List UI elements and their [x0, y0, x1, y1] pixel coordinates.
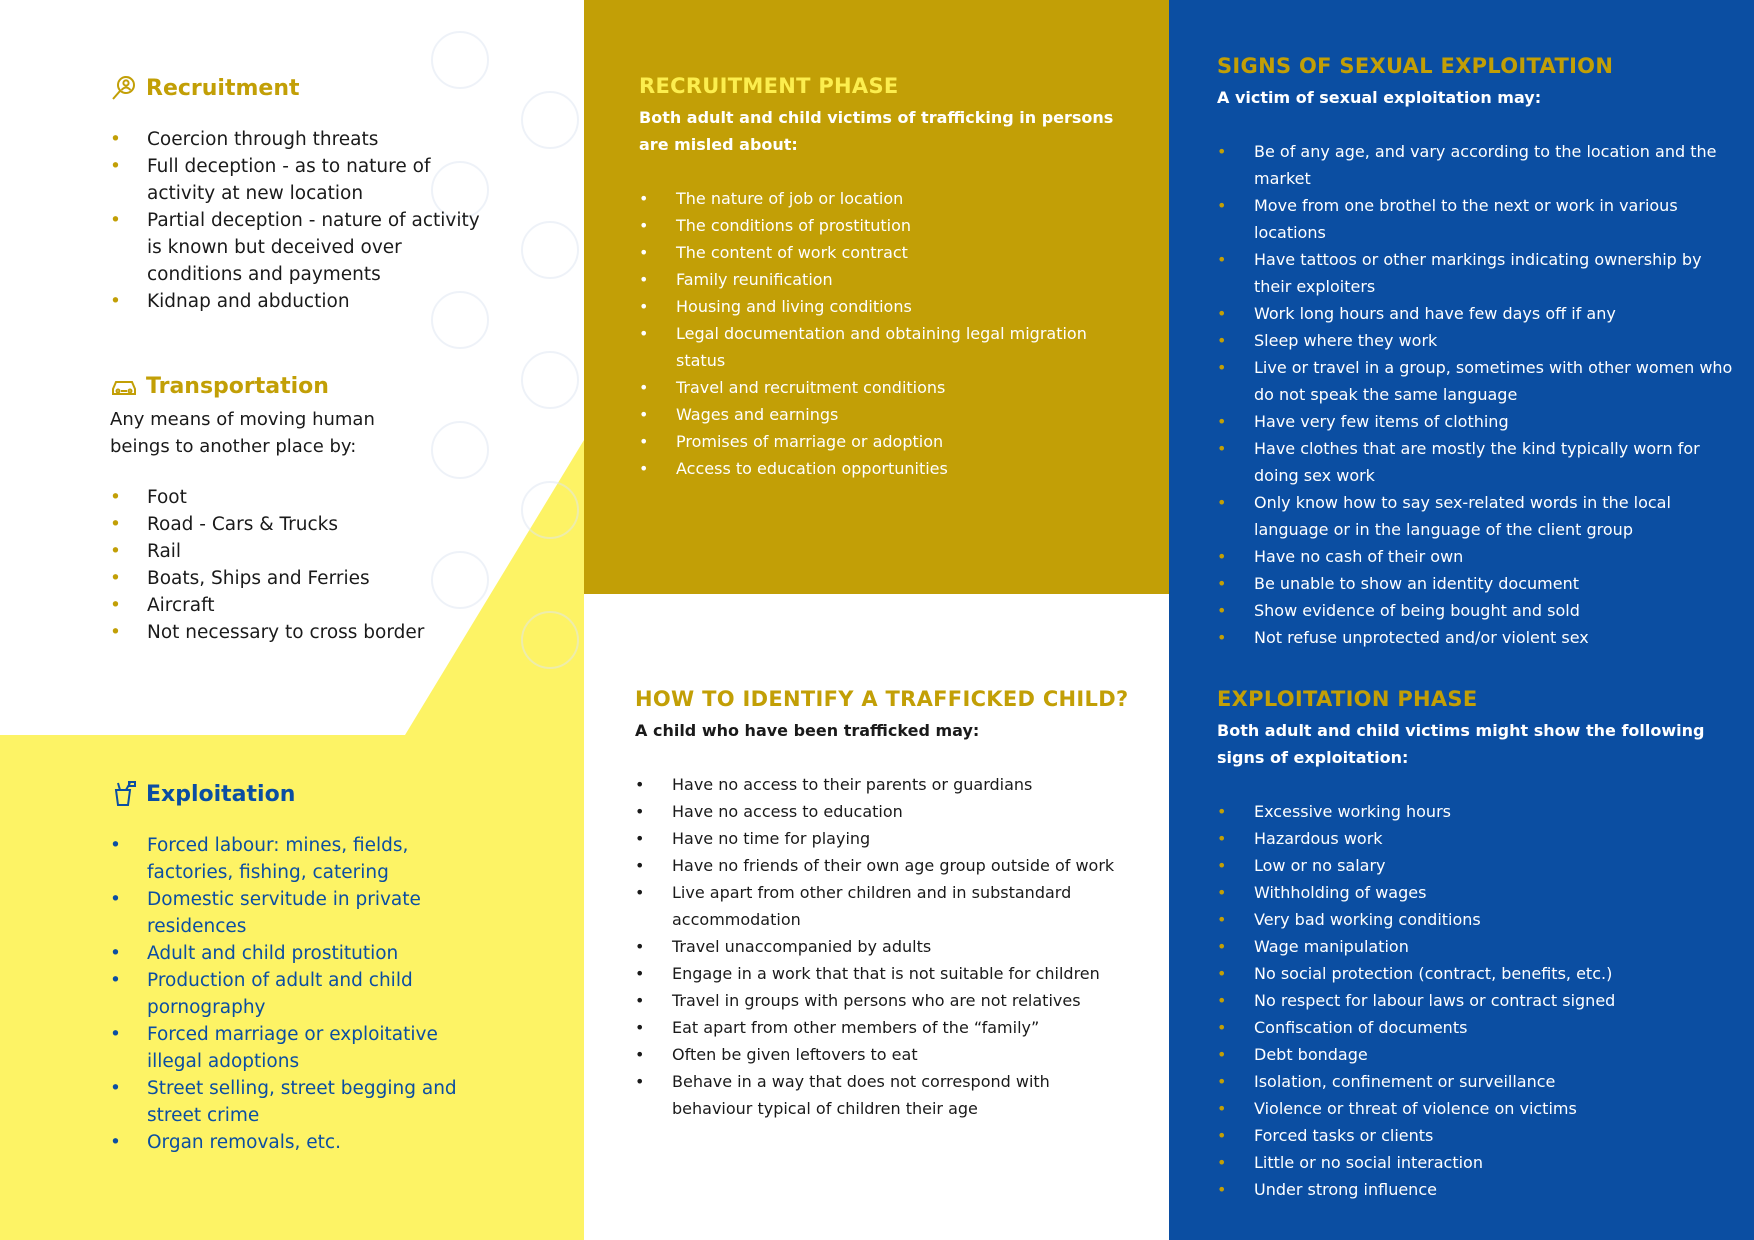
recruitment-phase-title: RECRUITMENT PHASE — [639, 74, 899, 98]
recruitment-section — [110, 74, 490, 315]
list-item: • Street selling, street begging and street crime — [110, 1075, 470, 1129]
recruitment-phase-section — [639, 74, 1129, 482]
list-item: • Forced labour: mines, fields, factories, fishing, catering — [110, 832, 470, 886]
list-item: • Full deception - as to nature of activity at new location — [110, 153, 490, 207]
list-item: • Not refuse unprotected and/or violent sex — [1217, 624, 1739, 651]
transportation-intro: Any means of moving human beings to another place by: — [110, 409, 375, 457]
exploitation-title: Exploitation — [146, 781, 296, 807]
exploitation-phase-subtitle: Both adult and child victims might show the following signs of exploitation: — [1217, 721, 1705, 767]
list-item: • Domestic servitude in private residences — [110, 886, 470, 940]
list-item: • The content of work contract — [639, 239, 1129, 266]
transportation-title: Transportation — [146, 373, 329, 399]
identify-child-title: HOW TO IDENTIFY A TRAFFICKED CHILD? — [635, 687, 1129, 711]
list-item: • Confiscation of documents — [1217, 1014, 1739, 1041]
list-item: • Debt bondage — [1217, 1041, 1739, 1068]
list-item: • Rail — [110, 538, 490, 565]
list-item: • Family reunification — [639, 266, 1129, 293]
list-item: • Only know how to say sex-related words in the local language or in the language of the client group — [1217, 489, 1739, 543]
identify-child-list — [635, 771, 1135, 1122]
list-item: • Low or no salary — [1217, 852, 1739, 879]
list-item: • Have tattoos or other markings indicating ownership by their exploiters — [1217, 246, 1739, 300]
transportation-section — [110, 372, 490, 646]
exploitation-phase-list — [1217, 798, 1739, 1203]
list-item: • Legal documentation and obtaining legal migration status — [639, 320, 1129, 374]
list-item: • Show evidence of being bought and sold — [1217, 597, 1739, 624]
list-item: • Wage manipulation — [1217, 933, 1739, 960]
list-item: • Move from one brothel to the next or work in various locations — [1217, 192, 1739, 246]
identify-child-section — [635, 687, 1135, 1122]
list-item: • Travel unaccompanied by adults — [635, 933, 1135, 960]
sexual-exploitation-list — [1217, 138, 1739, 651]
list-item: • The nature of job or location — [639, 185, 1129, 212]
sexual-exploitation-subtitle: A victim of sexual exploitation may: — [1217, 88, 1542, 107]
list-item: • Promises of marriage or adoption — [639, 428, 1129, 455]
recruitment-list — [110, 126, 490, 315]
list-item: • Isolation, confinement or surveillance — [1217, 1068, 1739, 1095]
list-item: • Hazardous work — [1217, 825, 1739, 852]
list-item: • Forced tasks or clients — [1217, 1122, 1739, 1149]
exploitation-phase-section — [1217, 687, 1739, 1203]
list-item: • Be unable to show an identity document — [1217, 570, 1739, 597]
list-item: • Partial deception - nature of activity is known but deceived over conditions and payments — [110, 207, 490, 288]
magnifier-person-icon — [110, 74, 138, 102]
list-item: • Travel in groups with persons who are not relatives — [635, 987, 1135, 1014]
list-item: • The conditions of prostitution — [639, 212, 1129, 239]
list-item: • Have no access to education — [635, 798, 1135, 825]
list-item: • Have very few items of clothing — [1217, 408, 1739, 435]
list-item: • Violence or threat of violence on victims — [1217, 1095, 1739, 1122]
list-item: • Often be given leftovers to eat — [635, 1041, 1135, 1068]
sexual-exploitation-title: SIGNS OF SEXUAL EXPLOITATION — [1217, 54, 1614, 78]
list-item: • Travel and recruitment conditions — [639, 374, 1129, 401]
list-item: • Under strong influence — [1217, 1176, 1739, 1203]
list-item: • Excessive working hours — [1217, 798, 1739, 825]
transportation-list — [110, 484, 490, 646]
list-item: • No social protection (contract, benefits, etc.) — [1217, 960, 1739, 987]
sexual-exploitation-section — [1217, 54, 1739, 651]
list-item: • Forced marriage or exploitative illegal adoptions — [110, 1021, 470, 1075]
list-item: • Have no time for playing — [635, 825, 1135, 852]
list-item: • Wages and earnings — [639, 401, 1129, 428]
middle-panel — [584, 0, 1169, 1240]
recruitment-phase-list — [639, 185, 1129, 482]
list-item: • No respect for labour laws or contract signed — [1217, 987, 1739, 1014]
list-item: • Adult and child prostitution — [110, 940, 470, 967]
list-item: • Not necessary to cross border — [110, 619, 490, 646]
list-item: • Be of any age, and vary according to the location and the market — [1217, 138, 1739, 192]
list-item: • Withholding of wages — [1217, 879, 1739, 906]
list-item: • Aircraft — [110, 592, 490, 619]
list-item: • Little or no social interaction — [1217, 1149, 1739, 1176]
list-item: • Road - Cars & Trucks — [110, 511, 490, 538]
list-item: • Eat apart from other members of the “family” — [635, 1014, 1135, 1041]
list-item: • Behave in a way that does not correspond with behaviour typical of children their age — [635, 1068, 1135, 1122]
list-item: • Foot — [110, 484, 490, 511]
list-item: • Have no cash of their own — [1217, 543, 1739, 570]
list-item: • Housing and living conditions — [639, 293, 1129, 320]
identify-child-subtitle: A child who have been trafficked may: — [635, 721, 980, 740]
tools-icon — [110, 780, 138, 808]
list-item: • Organ removals, etc. — [110, 1129, 470, 1156]
list-item: • Boats, Ships and Ferries — [110, 565, 490, 592]
recruitment-phase-subtitle: Both adult and child victims of trafficking in persons are misled about: — [639, 108, 1114, 154]
exploitation-list — [110, 832, 470, 1156]
list-item: • Sleep where they work — [1217, 327, 1739, 354]
list-item: • Work long hours and have few days off if any — [1217, 300, 1739, 327]
car-icon — [110, 372, 138, 400]
list-item: • Have clothes that are mostly the kind typically worn for doing sex work — [1217, 435, 1739, 489]
list-item: • Engage in a work that that is not suitable for children — [635, 960, 1135, 987]
exploitation-section — [110, 780, 470, 1156]
recruitment-title: Recruitment — [146, 75, 300, 101]
list-item: • Coercion through threats — [110, 126, 490, 153]
list-item: • Production of adult and child pornography — [110, 967, 470, 1021]
left-panel — [0, 0, 584, 1240]
list-item: • Have no access to their parents or guardians — [635, 771, 1135, 798]
list-item: • Live apart from other children and in substandard accommodation — [635, 879, 1135, 933]
exploitation-phase-title: EXPLOITATION PHASE — [1217, 687, 1478, 711]
right-panel — [1169, 0, 1754, 1240]
list-item: • Access to education opportunities — [639, 455, 1129, 482]
list-item: • Kidnap and abduction — [110, 288, 490, 315]
list-item: • Have no friends of their own age group outside of work — [635, 852, 1135, 879]
list-item: • Live or travel in a group, sometimes with other women who do not speak the same language — [1217, 354, 1739, 408]
list-item: • Very bad working conditions — [1217, 906, 1739, 933]
